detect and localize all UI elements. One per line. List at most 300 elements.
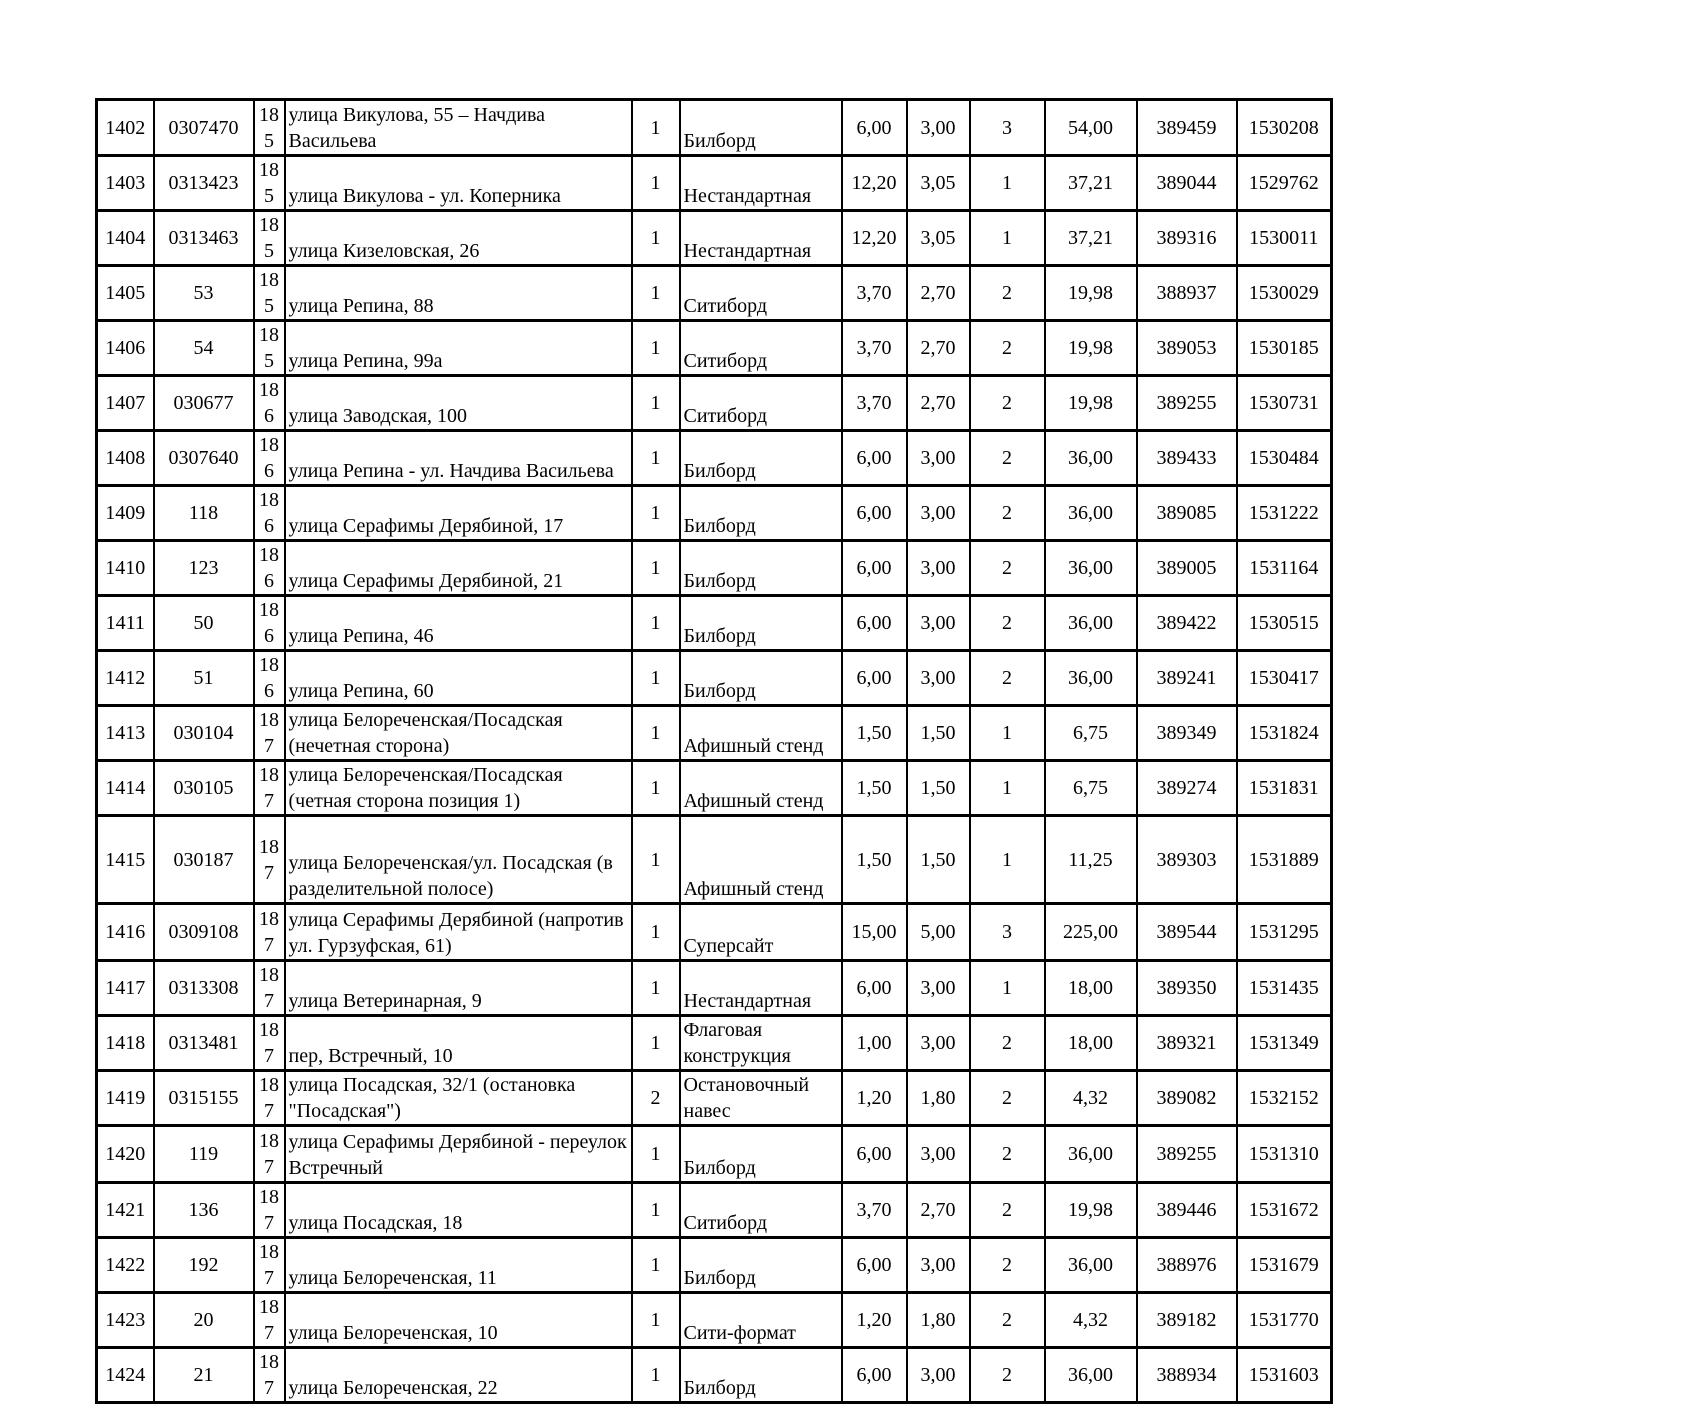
cell-construction-type: Билборд (680, 596, 842, 651)
cell-construction-type: Нестандартная (680, 156, 842, 211)
cell-zone-number: 185 (254, 321, 285, 376)
cell-coordinate-x: 388937 (1137, 266, 1237, 321)
cell-height: 3,00 (907, 541, 970, 596)
cell-coordinate-x: 389422 (1137, 596, 1237, 651)
cell-object-code: 118 (154, 486, 254, 541)
cell-height: 2,70 (907, 1183, 970, 1238)
cell-object-code: 53 (154, 266, 254, 321)
table-row (97, 431, 1332, 486)
cell-height: 3,00 (907, 961, 970, 1016)
cell-width: 6,00 (842, 100, 907, 156)
cell-row-number: 1417 (97, 961, 154, 1016)
cell-address: улица Белореченская/Посадская (четная сторона позиция 1) (285, 761, 632, 816)
cell-sides: 3 (970, 904, 1045, 961)
table-row (97, 651, 1332, 706)
cell-area: 54,00 (1045, 100, 1137, 156)
cell-quantity: 1 (632, 156, 680, 211)
cell-coordinate-x: 389349 (1137, 706, 1237, 761)
cell-sides: 2 (970, 651, 1045, 706)
cell-address: улица Репина - ул. Начдива Васильева (285, 431, 632, 486)
cell-coordinate-x: 389005 (1137, 541, 1237, 596)
cell-zone-number: 187 (254, 1348, 285, 1403)
cell-quantity: 1 (632, 266, 680, 321)
cell-width: 6,00 (842, 431, 907, 486)
cell-area: 37,21 (1045, 211, 1137, 266)
cell-sides: 2 (970, 376, 1045, 431)
cell-coordinate-x: 388976 (1137, 1238, 1237, 1293)
table-row (97, 1348, 1332, 1403)
cell-address: пер, Встречный, 10 (285, 1016, 632, 1071)
cell-coordinate-x: 389085 (1137, 486, 1237, 541)
cell-zone-number: 185 (254, 266, 285, 321)
cell-object-code: 54 (154, 321, 254, 376)
cell-zone-number: 187 (254, 706, 285, 761)
cell-coordinate-y: 1531295 (1237, 904, 1332, 961)
cell-coordinate-y: 1531349 (1237, 1016, 1332, 1071)
cell-object-code: 119 (154, 1126, 254, 1183)
cell-quantity: 1 (632, 816, 680, 904)
cell-quantity: 1 (632, 651, 680, 706)
cell-row-number: 1410 (97, 541, 154, 596)
table-row (97, 761, 1332, 816)
cell-sides: 2 (970, 1238, 1045, 1293)
cell-quantity: 1 (632, 431, 680, 486)
cell-coordinate-y: 1531222 (1237, 486, 1332, 541)
table-row (97, 596, 1332, 651)
cell-object-code: 0313308 (154, 961, 254, 1016)
cell-height: 3,00 (907, 1348, 970, 1403)
cell-construction-type: Билборд (680, 651, 842, 706)
cell-construction-type: Билборд (680, 431, 842, 486)
cell-zone-number: 187 (254, 761, 285, 816)
cell-width: 1,00 (842, 1016, 907, 1071)
cell-height: 2,70 (907, 321, 970, 376)
table-row (97, 816, 1332, 904)
table-row (97, 1071, 1332, 1126)
cell-area: 36,00 (1045, 1126, 1137, 1183)
cell-object-code: 030187 (154, 816, 254, 904)
cell-area: 11,25 (1045, 816, 1137, 904)
cell-object-code: 136 (154, 1183, 254, 1238)
cell-quantity: 1 (632, 1293, 680, 1348)
cell-row-number: 1422 (97, 1238, 154, 1293)
cell-row-number: 1414 (97, 761, 154, 816)
cell-zone-number: 187 (254, 961, 285, 1016)
cell-height: 3,00 (907, 100, 970, 156)
cell-coordinate-x: 389316 (1137, 211, 1237, 266)
cell-quantity: 1 (632, 486, 680, 541)
cell-width: 6,00 (842, 961, 907, 1016)
cell-object-code: 0313423 (154, 156, 254, 211)
cell-address: улица Викулова, 55 – Начдива Васильева (285, 100, 632, 156)
cell-area: 6,75 (1045, 706, 1137, 761)
cell-height: 1,50 (907, 706, 970, 761)
cell-coordinate-y: 1531770 (1237, 1293, 1332, 1348)
cell-construction-type: Остановочный навес (680, 1071, 842, 1126)
cell-height: 2,70 (907, 376, 970, 431)
cell-height: 3,05 (907, 156, 970, 211)
cell-quantity: 1 (632, 961, 680, 1016)
cell-coordinate-y: 1530185 (1237, 321, 1332, 376)
cell-address: улица Серафимы Дерябиной (напротив ул. Гурзуфская, 61) (285, 904, 632, 961)
cell-construction-type: Билборд (680, 100, 842, 156)
cell-construction-type: Ситиборд (680, 376, 842, 431)
cell-height: 1,50 (907, 816, 970, 904)
cell-row-number: 1424 (97, 1348, 154, 1403)
cell-area: 18,00 (1045, 1016, 1137, 1071)
cell-object-code: 030104 (154, 706, 254, 761)
table-row (97, 541, 1332, 596)
cell-sides: 2 (970, 486, 1045, 541)
cell-sides: 2 (970, 1348, 1045, 1403)
cell-area: 36,00 (1045, 651, 1137, 706)
cell-address: улица Викулова - ул. Коперника (285, 156, 632, 211)
cell-coordinate-x: 389082 (1137, 1071, 1237, 1126)
cell-object-code: 0307470 (154, 100, 254, 156)
cell-construction-type: Ситиборд (680, 266, 842, 321)
cell-row-number: 1405 (97, 266, 154, 321)
cell-address: улица Репина, 46 (285, 596, 632, 651)
cell-coordinate-y: 1530208 (1237, 100, 1332, 156)
cell-sides: 2 (970, 431, 1045, 486)
cell-zone-number: 187 (254, 1293, 285, 1348)
cell-area: 6,75 (1045, 761, 1137, 816)
cell-width: 3,70 (842, 376, 907, 431)
cell-address: улица Белореченская, 22 (285, 1348, 632, 1403)
cell-address: улица Посадская, 32/1 (остановка "Посадская") (285, 1071, 632, 1126)
cell-area: 36,00 (1045, 1348, 1137, 1403)
cell-coordinate-y: 1531679 (1237, 1238, 1332, 1293)
cell-row-number: 1402 (97, 100, 154, 156)
cell-coordinate-y: 1530731 (1237, 376, 1332, 431)
cell-area: 225,00 (1045, 904, 1137, 961)
cell-coordinate-y: 1530011 (1237, 211, 1332, 266)
cell-zone-number: 185 (254, 156, 285, 211)
table-row (97, 1016, 1332, 1071)
cell-width: 6,00 (842, 651, 907, 706)
cell-width: 6,00 (842, 1238, 907, 1293)
cell-zone-number: 187 (254, 1126, 285, 1183)
cell-quantity: 1 (632, 321, 680, 376)
cell-area: 19,98 (1045, 266, 1137, 321)
cell-row-number: 1423 (97, 1293, 154, 1348)
cell-sides: 1 (970, 156, 1045, 211)
cell-object-code: 123 (154, 541, 254, 596)
table-row (97, 1238, 1332, 1293)
cell-quantity: 1 (632, 1348, 680, 1403)
table-body (97, 100, 1332, 1403)
cell-height: 3,00 (907, 1238, 970, 1293)
cell-width: 6,00 (842, 596, 907, 651)
cell-sides: 1 (970, 211, 1045, 266)
cell-width: 6,00 (842, 1126, 907, 1183)
cell-coordinate-y: 1530417 (1237, 651, 1332, 706)
cell-row-number: 1419 (97, 1071, 154, 1126)
cell-construction-type: Афишный стенд (680, 816, 842, 904)
table-row (97, 486, 1332, 541)
cell-width: 12,20 (842, 156, 907, 211)
cell-object-code: 51 (154, 651, 254, 706)
cell-height: 3,05 (907, 211, 970, 266)
cell-object-code: 0309108 (154, 904, 254, 961)
cell-quantity: 1 (632, 211, 680, 266)
cell-object-code: 030105 (154, 761, 254, 816)
cell-row-number: 1416 (97, 904, 154, 961)
table-row (97, 961, 1332, 1016)
cell-object-code: 0313463 (154, 211, 254, 266)
cell-address: улица Заводская, 100 (285, 376, 632, 431)
cell-quantity: 1 (632, 761, 680, 816)
cell-address: улица Посадская, 18 (285, 1183, 632, 1238)
cell-quantity: 1 (632, 100, 680, 156)
cell-width: 6,00 (842, 541, 907, 596)
cell-area: 36,00 (1045, 596, 1137, 651)
cell-height: 1,80 (907, 1293, 970, 1348)
cell-coordinate-x: 389053 (1137, 321, 1237, 376)
cell-coordinate-y: 1530515 (1237, 596, 1332, 651)
cell-area: 19,98 (1045, 1183, 1137, 1238)
cell-quantity: 1 (632, 904, 680, 961)
table-row (97, 904, 1332, 961)
cell-area: 19,98 (1045, 376, 1137, 431)
cell-construction-type: Афишный стенд (680, 761, 842, 816)
cell-width: 6,00 (842, 486, 907, 541)
cell-construction-type: Билборд (680, 1238, 842, 1293)
cell-row-number: 1420 (97, 1126, 154, 1183)
cell-row-number: 1415 (97, 816, 154, 904)
cell-area: 4,32 (1045, 1071, 1137, 1126)
cell-coordinate-y: 1531310 (1237, 1126, 1332, 1183)
cell-sides: 2 (970, 596, 1045, 651)
cell-address: улица Белореченская/ул. Посадская (в разделительной полосе) (285, 816, 632, 904)
cell-zone-number: 187 (254, 1071, 285, 1126)
cell-object-code: 0307640 (154, 431, 254, 486)
cell-object-code: 0313481 (154, 1016, 254, 1071)
cell-height: 1,50 (907, 761, 970, 816)
cell-address: улица Серафимы Дерябиной, 21 (285, 541, 632, 596)
cell-height: 3,00 (907, 486, 970, 541)
cell-zone-number: 185 (254, 211, 285, 266)
cell-area: 36,00 (1045, 431, 1137, 486)
cell-row-number: 1408 (97, 431, 154, 486)
table-row (97, 211, 1332, 266)
cell-area: 36,00 (1045, 541, 1137, 596)
cell-quantity: 2 (632, 1071, 680, 1126)
cell-zone-number: 186 (254, 596, 285, 651)
cell-width: 1,20 (842, 1071, 907, 1126)
cell-width: 1,50 (842, 761, 907, 816)
cell-address: улица Белореченская, 11 (285, 1238, 632, 1293)
cell-zone-number: 185 (254, 100, 285, 156)
cell-row-number: 1404 (97, 211, 154, 266)
cell-width: 6,00 (842, 1348, 907, 1403)
cell-address: улица Серафимы Дерябиной - переулок Встречный (285, 1126, 632, 1183)
cell-zone-number: 187 (254, 1016, 285, 1071)
cell-sides: 3 (970, 100, 1045, 156)
cell-sides: 1 (970, 761, 1045, 816)
cell-construction-type: Ситиборд (680, 321, 842, 376)
cell-address: улица Ветеринарная, 9 (285, 961, 632, 1016)
cell-row-number: 1421 (97, 1183, 154, 1238)
cell-height: 3,00 (907, 1126, 970, 1183)
table-row (97, 1183, 1332, 1238)
cell-coordinate-x: 389241 (1137, 651, 1237, 706)
cell-zone-number: 187 (254, 1238, 285, 1293)
table-row (97, 266, 1332, 321)
cell-coordinate-x: 389274 (1137, 761, 1237, 816)
cell-width: 3,70 (842, 1183, 907, 1238)
cell-sides: 2 (970, 1293, 1045, 1348)
cell-construction-type: Нестандартная (680, 211, 842, 266)
cell-address: улица Кизеловская, 26 (285, 211, 632, 266)
cell-address: улица Белореченская, 10 (285, 1293, 632, 1348)
cell-construction-type: Билборд (680, 541, 842, 596)
table-row (97, 376, 1332, 431)
cell-coordinate-y: 1531831 (1237, 761, 1332, 816)
cell-coordinate-x: 389459 (1137, 100, 1237, 156)
cell-sides: 2 (970, 1126, 1045, 1183)
billboard-registry-table (95, 98, 1333, 1404)
cell-construction-type: Афишный стенд (680, 706, 842, 761)
cell-zone-number: 187 (254, 1183, 285, 1238)
cell-address: улица Репина, 99а (285, 321, 632, 376)
cell-construction-type: Суперсайт (680, 904, 842, 961)
cell-object-code: 030677 (154, 376, 254, 431)
cell-construction-type: Нестандартная (680, 961, 842, 1016)
cell-quantity: 1 (632, 541, 680, 596)
cell-coordinate-y: 1531889 (1237, 816, 1332, 904)
cell-object-code: 50 (154, 596, 254, 651)
cell-zone-number: 187 (254, 816, 285, 904)
table-row (97, 706, 1332, 761)
cell-zone-number: 186 (254, 541, 285, 596)
cell-coordinate-y: 1532152 (1237, 1071, 1332, 1126)
cell-area: 37,21 (1045, 156, 1137, 211)
cell-object-code: 20 (154, 1293, 254, 1348)
cell-construction-type: Сити-формат (680, 1293, 842, 1348)
cell-coordinate-x: 389321 (1137, 1016, 1237, 1071)
cell-coordinate-x: 389303 (1137, 816, 1237, 904)
cell-zone-number: 186 (254, 486, 285, 541)
cell-construction-type: Билборд (680, 1126, 842, 1183)
cell-quantity: 1 (632, 1016, 680, 1071)
cell-zone-number: 186 (254, 651, 285, 706)
cell-construction-type: Билборд (680, 486, 842, 541)
cell-width: 3,70 (842, 266, 907, 321)
cell-area: 4,32 (1045, 1293, 1137, 1348)
cell-height: 3,00 (907, 1016, 970, 1071)
cell-construction-type: Билборд (680, 1348, 842, 1403)
cell-sides: 2 (970, 321, 1045, 376)
cell-sides: 2 (970, 1016, 1045, 1071)
cell-width: 1,50 (842, 816, 907, 904)
cell-coordinate-x: 389182 (1137, 1293, 1237, 1348)
table-row (97, 1126, 1332, 1183)
cell-quantity: 1 (632, 706, 680, 761)
cell-coordinate-y: 1531435 (1237, 961, 1332, 1016)
cell-row-number: 1412 (97, 651, 154, 706)
cell-coordinate-y: 1531824 (1237, 706, 1332, 761)
cell-coordinate-x: 389350 (1137, 961, 1237, 1016)
cell-address: улица Репина, 88 (285, 266, 632, 321)
cell-coordinate-y: 1531672 (1237, 1183, 1332, 1238)
cell-quantity: 1 (632, 1238, 680, 1293)
cell-quantity: 1 (632, 376, 680, 431)
cell-sides: 1 (970, 961, 1045, 1016)
cell-area: 19,98 (1045, 321, 1137, 376)
cell-height: 1,80 (907, 1071, 970, 1126)
cell-sides: 2 (970, 541, 1045, 596)
cell-coordinate-y: 1530029 (1237, 266, 1332, 321)
table-row (97, 321, 1332, 376)
cell-width: 1,50 (842, 706, 907, 761)
cell-row-number: 1411 (97, 596, 154, 651)
cell-width: 3,70 (842, 321, 907, 376)
cell-area: 36,00 (1045, 1238, 1137, 1293)
cell-sides: 1 (970, 816, 1045, 904)
table-row (97, 1293, 1332, 1348)
cell-coordinate-x: 389446 (1137, 1183, 1237, 1238)
cell-row-number: 1407 (97, 376, 154, 431)
cell-coordinate-x: 388934 (1137, 1348, 1237, 1403)
cell-row-number: 1413 (97, 706, 154, 761)
cell-height: 5,00 (907, 904, 970, 961)
cell-construction-type: Флаговая конструкция (680, 1016, 842, 1071)
cell-zone-number: 187 (254, 904, 285, 961)
table-row (97, 156, 1332, 211)
cell-row-number: 1418 (97, 1016, 154, 1071)
cell-coordinate-x: 389544 (1137, 904, 1237, 961)
cell-area: 36,00 (1045, 486, 1137, 541)
table-row (97, 100, 1332, 156)
cell-row-number: 1406 (97, 321, 154, 376)
cell-height: 3,00 (907, 651, 970, 706)
cell-coordinate-x: 389255 (1137, 1126, 1237, 1183)
cell-row-number: 1409 (97, 486, 154, 541)
cell-coordinate-y: 1529762 (1237, 156, 1332, 211)
cell-height: 3,00 (907, 431, 970, 486)
cell-coordinate-y: 1530484 (1237, 431, 1332, 486)
cell-construction-type: Ситиборд (680, 1183, 842, 1238)
cell-zone-number: 186 (254, 376, 285, 431)
cell-quantity: 1 (632, 1183, 680, 1238)
cell-object-code: 21 (154, 1348, 254, 1403)
cell-row-number: 1403 (97, 156, 154, 211)
cell-quantity: 1 (632, 596, 680, 651)
cell-area: 18,00 (1045, 961, 1137, 1016)
cell-coordinate-x: 389433 (1137, 431, 1237, 486)
cell-coordinate-x: 389255 (1137, 376, 1237, 431)
cell-sides: 1 (970, 706, 1045, 761)
cell-coordinate-y: 1531603 (1237, 1348, 1332, 1403)
cell-height: 3,00 (907, 596, 970, 651)
cell-width: 12,20 (842, 211, 907, 266)
cell-coordinate-x: 389044 (1137, 156, 1237, 211)
cell-sides: 2 (970, 1183, 1045, 1238)
cell-sides: 2 (970, 1071, 1045, 1126)
cell-object-code: 0315155 (154, 1071, 254, 1126)
cell-sides: 2 (970, 266, 1045, 321)
cell-address: улица Белореченская/Посадская (нечетная сторона) (285, 706, 632, 761)
cell-width: 1,20 (842, 1293, 907, 1348)
cell-width: 15,00 (842, 904, 907, 961)
cell-coordinate-y: 1531164 (1237, 541, 1332, 596)
cell-address: улица Серафимы Дерябиной, 17 (285, 486, 632, 541)
cell-height: 2,70 (907, 266, 970, 321)
cell-zone-number: 186 (254, 431, 285, 486)
cell-object-code: 192 (154, 1238, 254, 1293)
cell-quantity: 1 (632, 1126, 680, 1183)
